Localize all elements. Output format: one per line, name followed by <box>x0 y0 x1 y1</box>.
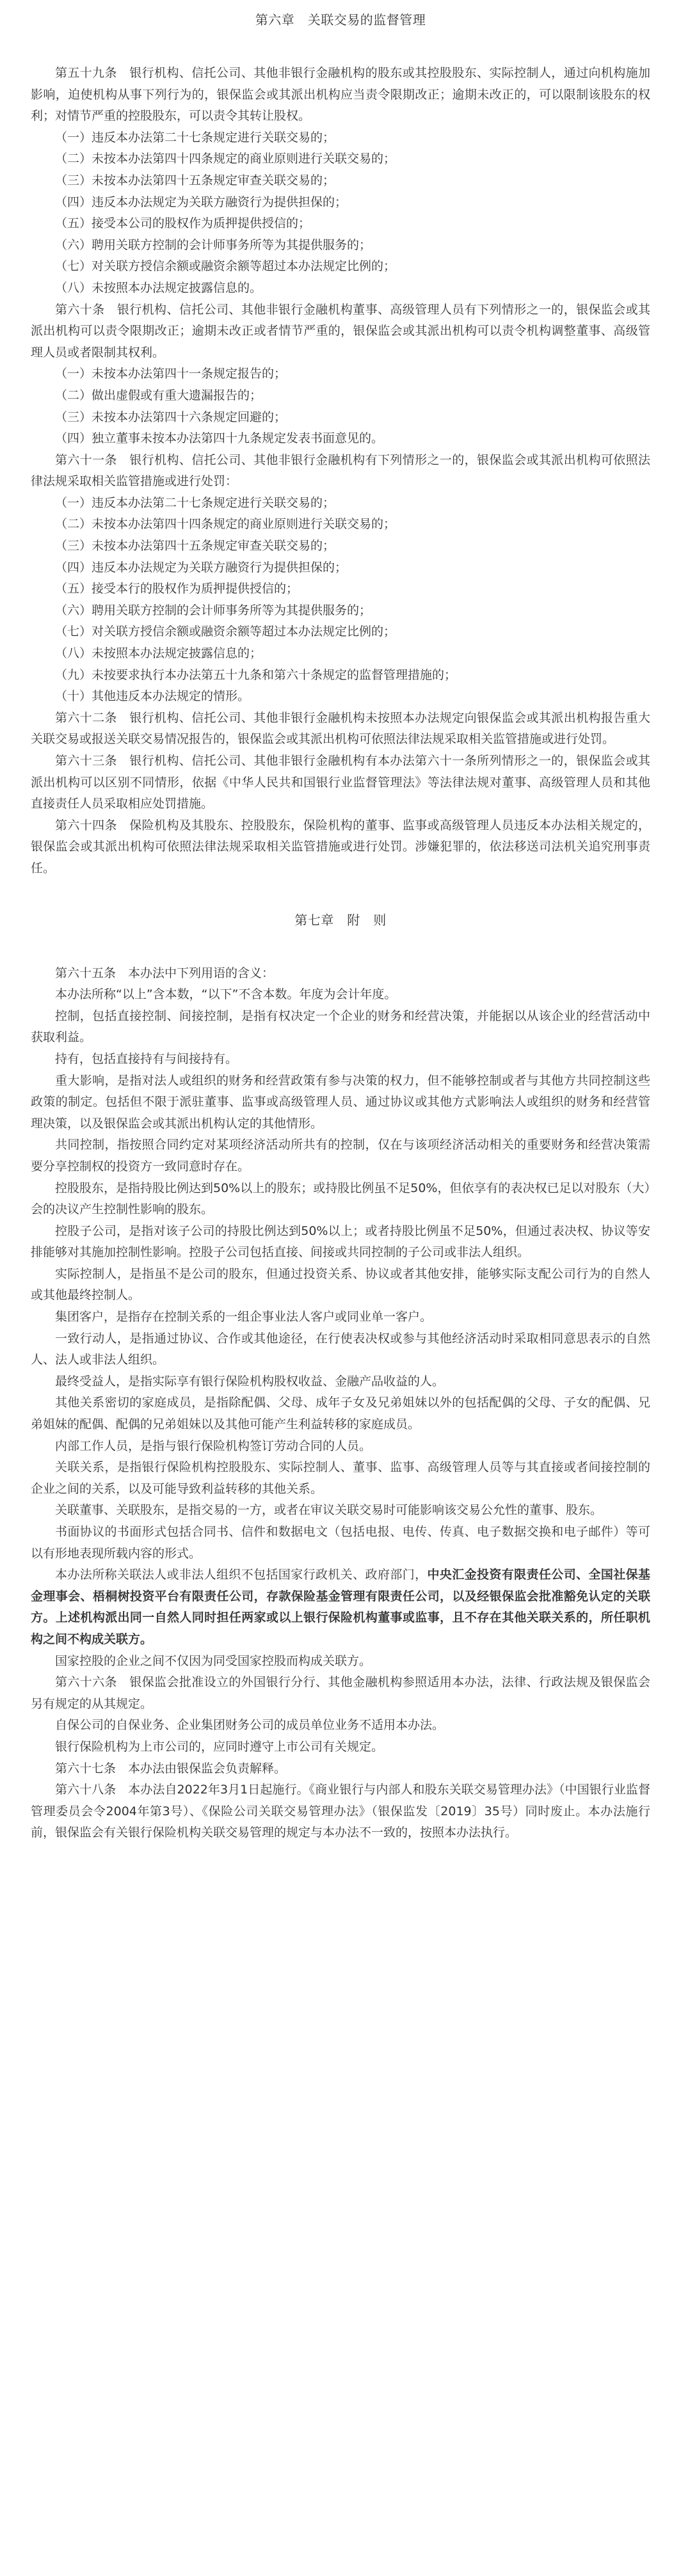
exclusion-lead-text: 本办法所称关联法人或非法人组织不包括国家行政机关、政府部门， <box>55 1568 428 1582</box>
article-59-item-1: （一）违反本办法第二十七条规定进行关联交易的； <box>55 130 335 145</box>
listed-company-clause: 银行保险机构为上市公司的，应同时遵守上市公司有关规定。 <box>55 1739 384 1754</box>
article-59-item-8: （八）未按照本办法规定披露信息的。 <box>55 280 262 295</box>
article-59: 第五十九条 银行机构、信托公司、其他非银行金融机构的股东或其控股股东、实际控制人，通过向机构施加影响，迫使机构从事下列行为的，银保监会或其派出机构应当责令限期改正；逾期未改正的，可以限制该股东的权利；对情节严重的控股股东，可以责令其转让股权。 <box>31 66 650 123</box>
article-66: 第六十六条 银保监会批准设立的外国银行分行、其他金融机构参照适用本办法，法律、行政法规及银保监会另有规定的从其规定。 <box>31 1675 650 1711</box>
definition-joint-control: 共同控制，指按照合同约定对某项经济活动所共有的控制，仅在与该项经济活动相关的重要财务和经营决策需要分享控制权的投资方一致同意时存在。 <box>31 1138 650 1173</box>
article-60: 第六十条 银行机构、信托公司、其他非银行金融机构董事、高级管理人员有下列情形之一的，银保监会或其派出机构可以责令限期改正；逾期未改正或者情节严重的，银保监会或其派出机构可以责令机构调整董事、高级管理人员或者限制其权利。 <box>31 302 650 360</box>
definition-written-agreement: 书面协议的书面形式包括合同书、信件和数据电文（包括电报、电传、传真、电子数据交换和电子邮件）等可以有形地表现所载内容的形式。 <box>31 1525 650 1561</box>
article-61-item-8: （八）未按照本办法规定披露信息的； <box>55 646 262 661</box>
article-59-item-3: （三）未按本办法第四十五条规定审查关联交易的； <box>55 173 335 187</box>
definition-controlled-subsidiary: 控股子公司，是指对该子公司的持股比例达到50%以上；或者持股比例虽不足50%，但通过表决权、协议等安排能够对其施加控制性影响。控股子公司包括直接、间接或共同控制的子公司或非法人组织。 <box>31 1223 650 1260</box>
exclusion-bold-text: 中央汇金投资有限责任公司、全国社保基金理事会、梧桐树投资平台有限责任公司，存款保险基金管理有限责任公司，以及经银保监会批准豁免认定的关联方。上述机构派出同一自然人同时担任两家或以上银行保险机构董事或监事，且不存在其他关联关系的，所任职机构之间不构成关联方。 <box>31 1568 650 1646</box>
definition-significant-influence: 重大影响，是指对法人或组织的财务和经营政策有参与决策的权力，但不能够控制或者与其他方共同控制这些政策的制定。包括但不限于派驻董事、监事或高级管理人员、通过协议或其他方式影响法人或组织的财务和经营管理决策，以及银保监会或其派出机构认定的其他情形。 <box>31 1073 650 1131</box>
article-61-item-3: （三）未按本办法第四十五条规定审查关联交易的； <box>55 539 335 553</box>
article-61-item-6: （六）聘用关联方控制的会计师事务所等为其提供服务的； <box>55 603 372 617</box>
document-body <box>31 10 650 1844</box>
article-63: 第六十三条 银行机构、信托公司、其他非银行金融机构有本办法第六十一条所列情形之一的，银保监会或其派出机构可以区别不同情形，依据《中华人民共和国银行业监督管理法》等法律法规对董事、高级管理人员和其他直接责任人员采取相应处罚措施。 <box>31 754 650 811</box>
definition-controlling-shareholder: 控股股东，是指持股比例达到50%以上的股东；或持股比例虽不足50%，但依享有的表决权已足以对股东（大）会的决议产生控制性影响的股东。 <box>31 1181 650 1217</box>
article-59-item-6: （六）聘用关联方控制的会计师事务所等为其提供服务的； <box>55 237 372 252</box>
article-61-item-5: （五）接受本行的股权作为质押提供授信的； <box>55 582 299 596</box>
article-62: 第六十二条 银行机构、信托公司、其他非银行金融机构未按照本办法规定向银保监会或其派出机构报告重大关联交易或报送关联交易情况报告的，银保监会或其派出机构可依照法律法规采取相关监管措施或进行处罚。 <box>31 710 650 747</box>
definition-related-director: 关联董事、关联股东，是指交易的一方，或者在审议关联交易时可能影响该交易公允性的董事、股东。 <box>55 1503 603 1518</box>
definition-internal-staff: 内部工作人员，是指与银行保险机构签订劳动合同的人员。 <box>55 1438 372 1453</box>
article-60-item-2: （二）做出虚假或有重大遗漏报告的； <box>55 388 262 402</box>
chapter-6-title: 第六章 关联交易的监督管理 <box>255 12 426 28</box>
article-65-intro: 第六十五条 本办法中下列用语的含义： <box>55 966 275 980</box>
article-60-item-1: （一）未按本办法第四十一条规定报告的； <box>55 367 287 381</box>
article-61-item-1: （一）违反本办法第二十七条规定进行关联交易的； <box>55 495 335 510</box>
definition-actual-controller: 实际控制人，是指虽不是公司的股东，但通过投资关系、协议或者其他安排，能够实际支配公司行为的自然人或其他最终控制人。 <box>31 1266 650 1303</box>
article-60-item-4: （四）独立董事未按本办法第四十九条规定发表书面意见的。 <box>55 431 384 446</box>
article-61-item-2: （二）未按本办法第四十四条规定的商业原则进行关联交易的； <box>55 517 396 532</box>
exclusion-clause <box>31 1564 650 1650</box>
article-64: 第六十四条 保险机构及其股东、控股股东，保险机构的董事、监事或高级管理人员违反本办法相关规定的，银保监会或其派出机构可依照法律法规采取相关监管措施或进行处罚。涉嫌犯罪的，依法移送司法机关追究刑事责任。 <box>31 818 650 875</box>
article-68: 第六十八条 本办法自2022年3月1日起施行。《商业银行与内部人和股东关联交易管理办法》（中国银行业监督管理委员会令2004年第3号）、《保险公司关联交易管理办法》（银保监发〔2019〕35号）同时废止。本办法施行前，银保监会有关银行保险机构关联交易管理的规定与本办法不一致的，按照本办法执行。 <box>31 1783 650 1840</box>
definition-family-members: 其他关系密切的家庭成员，是指除配偶、父母、成年子女及兄弟姐妹以外的包括配偶的父母、子女的配偶、兄弟姐妹的配偶、配偶的兄弟姐妹以及其他可能产生利益转移的家庭成员。 <box>31 1395 650 1432</box>
definition-control: 控制，包括直接控制、间接控制，是指有权决定一个企业的财务和经营决策，并能据以从该企业的经营活动中获取利益。 <box>31 1008 650 1045</box>
chapter-7-title: 第七章 附 则 <box>294 912 387 928</box>
definition-ultimate-beneficiary: 最终受益人，是指实际享有银行保险机构股权收益、金融产品收益的人。 <box>55 1374 445 1388</box>
definition-concert-party: 一致行动人，是指通过协议、合作或其他途径，在行使表决权或参与其他经济活动时采取相同意思表示的自然人、法人或非法人组织。 <box>31 1331 650 1367</box>
article-59-item-4: （四）违反本办法规定为关联方融资行为提供担保的； <box>55 195 348 209</box>
state-holding-clause: 国家控股的企业之间不仅因为同受国家控股而构成关联方。 <box>55 1653 372 1668</box>
article-60-item-3: （三）未按本办法第四十六条规定回避的； <box>55 409 287 424</box>
article-59-item-2: （二）未按本办法第四十四条规定的商业原则进行关联交易的； <box>55 152 396 166</box>
article-59-item-7: （七）对关联方授信余额或融资余额等超过本办法规定比例的； <box>55 259 396 274</box>
article-67: 第六十七条 本办法由银保监会负责解释。 <box>55 1761 287 1776</box>
article-61-item-7: （七）对关联方授信余额或融资余额等超过本办法规定比例的； <box>55 624 396 639</box>
article-61-item-10: （十）其他违反本办法规定的情形。 <box>55 689 250 704</box>
definition-group-customer: 集团客户，是指存在控制关系的一组企事业法人客户或同业单一客户。 <box>55 1310 433 1324</box>
article-59-item-5: （五）接受本公司的股权作为质押提供授信的； <box>55 216 311 231</box>
article-61: 第六十一条 银行机构、信托公司、其他非银行金融机构有下列情形之一的，银保监会或其派出机构可依照法律法规采取相关监管措施或进行处罚： <box>31 452 650 489</box>
self-regulatory-clause: 自保公司的自保业务、企业集团财务公司的成员单位业务不适用本办法。 <box>55 1718 445 1733</box>
definition-related-relationship: 关联关系，是指银行保险机构控股股东、实际控制人、董事、监事、高级管理人员等与其直接或者间接控制的企业之间的关系，以及可能导致利益转移的其他关系。 <box>31 1460 650 1496</box>
definition-holding: 持有，包括直接持有与间接持有。 <box>55 1051 238 1066</box>
article-61-item-9: （九）未按要求执行本办法第五十九条和第六十条规定的监督管理措施的； <box>55 667 457 682</box>
definition-threshold: 本办法所称“以上”含本数，“以下”不含本数。年度为会计年度。 <box>55 987 397 1002</box>
article-61-item-4: （四）违反本办法规定为关联方融资行为提供担保的； <box>55 560 348 575</box>
